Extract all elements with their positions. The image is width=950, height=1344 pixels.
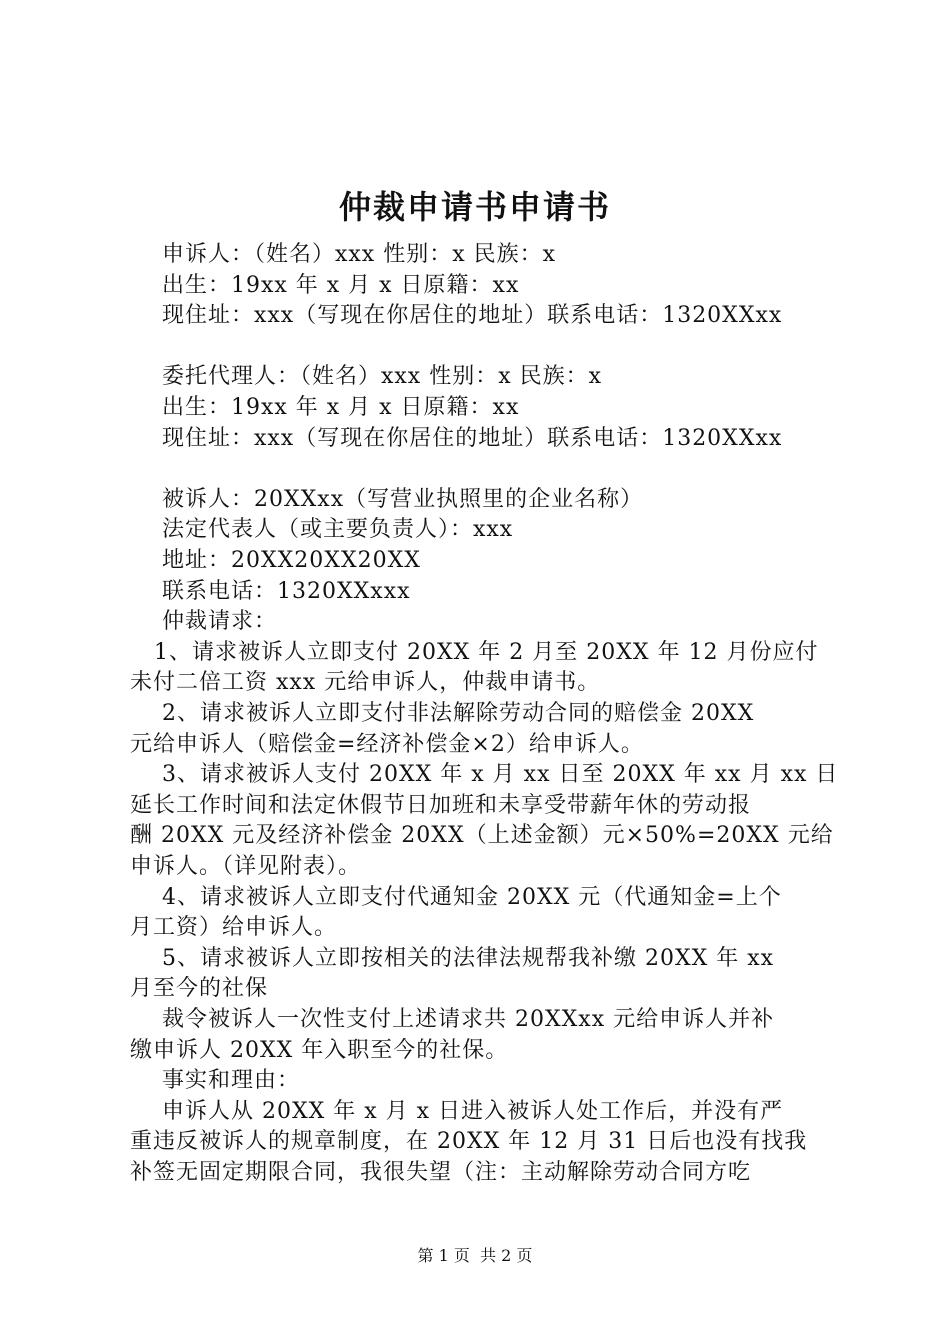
body-line: 出生：19xx 年 x 月 x 日原籍：xx: [130, 273, 520, 298]
body-line: 月工资）给申诉人。: [130, 915, 338, 940]
body-line: 2、请求被诉人立即支付非法解除劳动合同的赔偿金 20XX: [130, 701, 755, 726]
body-line: 元给申诉人（赔偿金=经济补偿金×2）给申诉人。: [130, 732, 644, 757]
body-line: 裁令被诉人一次性支付上述请求共 20XXxx 元给申诉人并补: [130, 1007, 775, 1032]
body-line: 缴申诉人 20XX 年入职至今的社保。: [130, 1038, 509, 1063]
body-line: 联系电话：1320XXxxx: [130, 579, 411, 604]
body-line: 4、请求被诉人立即支付代通知金 20XX 元（代通知金=上个: [130, 885, 782, 910]
body-line: 申诉人：（姓名）xxx 性别：x 民族：x: [130, 242, 556, 267]
body-line: 地址：20XX20XX20XX: [130, 548, 421, 573]
body-line: 酬 20XX 元及经济补偿金 20XX（上述金额）元×50%=20XX 元给: [130, 823, 834, 848]
body-line: 重违反被诉人的规章制度，在 20XX 年 12 月 31 日后也没有找我: [130, 1129, 808, 1154]
body-line: 延长工作时间和法定休假节日加班和未享受带薪年休的劳动报: [130, 793, 752, 818]
body-line: 事实和理由：: [130, 1068, 300, 1093]
body-line: 5、请求被诉人立即按相关的法律法规帮我补缴 20XX 年 xx: [130, 946, 775, 971]
body-line: 3、请求被诉人支付 20XX 年 x 月 xx 日至 20XX 年 xx 月 xx 日: [130, 762, 839, 787]
body-line: 出生：19xx 年 x 月 x 日原籍：xx: [130, 395, 520, 420]
body-line: 现住址：xxx（写现在你居住的地址）联系电话：1320XXxx: [130, 426, 783, 451]
body-line: 现住址：xxx（写现在你居住的地址）联系电话：1320XXxx: [130, 303, 783, 328]
body-line: 委托代理人：（姓名）xxx 性别：x 民族：x: [130, 364, 602, 389]
body-line: 法定代表人（或主要负责人）：xxx: [130, 517, 514, 542]
body-line: 未付二倍工资 xxx 元给申诉人，仲裁申请书。: [130, 670, 601, 695]
body-line: 申诉人。（详见附表）。: [130, 854, 362, 879]
body-line: 补签无固定期限合同，我很失望（注：主动解除劳动合同方吃: [130, 1160, 752, 1185]
document-title: 仲裁申请书申请书: [338, 188, 611, 226]
body-line: 被诉人：20XXxx（写营业执照里的企业名称）: [130, 487, 644, 512]
body-line: 申诉人从 20XX 年 x 月 x 日进入被诉人处工作后，并没有严: [130, 1099, 784, 1124]
body-line: 1、请求被诉人立即支付 20XX 年 2 月至 20XX 年 12 月份应付: [130, 640, 819, 665]
page-footer: 第 1 页 共 2 页: [417, 1246, 533, 1265]
body-line: 月至今的社保: [130, 976, 269, 1001]
body-line: 仲裁请求：: [130, 609, 277, 634]
